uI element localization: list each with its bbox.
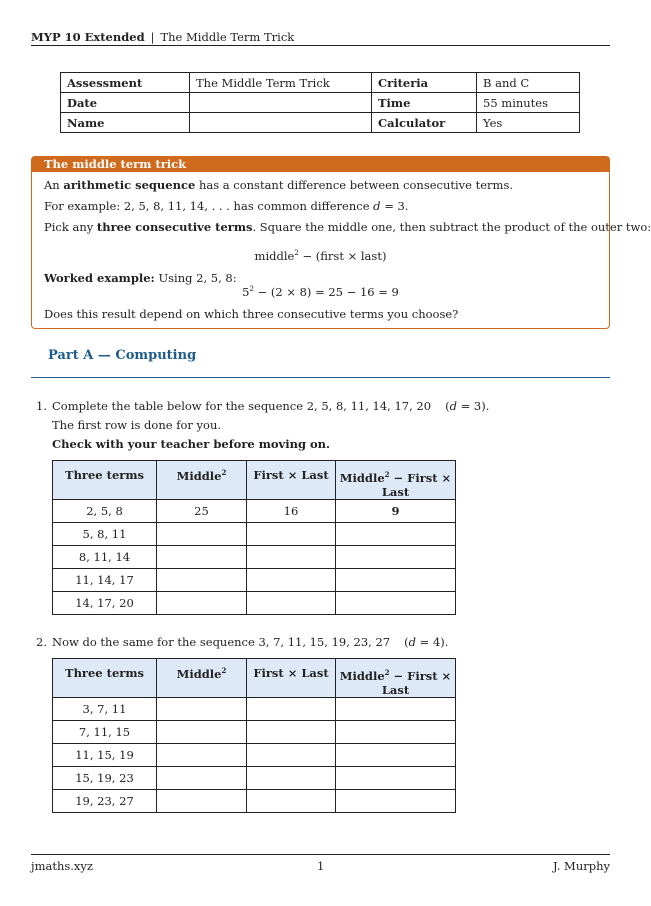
header-three-terms: Three terms (53, 659, 157, 698)
header-first-times-last: First × Last (247, 461, 336, 500)
three-terms-cell: 14, 17, 20 (53, 592, 157, 615)
criteria-value: B and C (477, 73, 580, 93)
sequence-table-1 (52, 460, 456, 615)
assessment-value: The Middle Term Trick (190, 73, 372, 93)
box-line-definition: An arithmetic sequence has a constant difference between consecutive terms. (44, 178, 514, 192)
footer-site: jmaths.xyz (31, 859, 93, 873)
table-row (61, 93, 580, 113)
three-terms-cell: 3, 7, 11 (53, 698, 157, 721)
result-cell: 9 (336, 500, 456, 523)
header-middle-squared: Middle$^2$ (157, 659, 247, 698)
three-terms-cell: 7, 11, 15 (53, 721, 157, 744)
table-header-row (53, 659, 456, 698)
sequence-table-2 (52, 658, 456, 813)
box-worked-equation: $5^2 - (2 \times 8) = 25 - 16 = 9$ (242, 285, 399, 299)
table-row (53, 546, 456, 569)
result-cell[interactable] (336, 592, 456, 615)
result-cell[interactable] (336, 721, 456, 744)
page-header (31, 30, 610, 46)
name-label: Name (61, 113, 190, 133)
criteria-label: Criteria (372, 73, 477, 93)
assessment-info-table (60, 72, 580, 133)
box-title: The middle term trick (32, 157, 609, 172)
calculator-label: Calculator (372, 113, 477, 133)
first-last-cell[interactable] (247, 721, 336, 744)
result-cell[interactable] (336, 523, 456, 546)
table-row (53, 592, 456, 615)
footer-author: J. Murphy (553, 859, 610, 873)
header-difference: Middle$^2$ − First × Last (336, 461, 456, 500)
name-value[interactable] (190, 113, 372, 133)
middle-squared-cell[interactable] (157, 523, 247, 546)
three-terms-cell: 11, 14, 17 (53, 569, 157, 592)
assessment-label: Assessment (61, 73, 190, 93)
header-title: The Middle Term Trick (160, 30, 295, 44)
table-row (53, 500, 456, 523)
box-line-instructions: Pick any three consecutive terms. Square the middle one, then subtract the product of the outer two: (44, 220, 651, 234)
middle-squared-cell[interactable] (157, 592, 247, 615)
calculator-value: Yes (477, 113, 580, 133)
middle-squared-cell[interactable] (157, 569, 247, 592)
header-separator: | (150, 30, 155, 44)
date-label: Date (61, 93, 190, 113)
header-middle-squared: Middle$^2$ (157, 461, 247, 500)
middle-squared-cell[interactable] (157, 790, 247, 813)
table-row (53, 767, 456, 790)
result-cell[interactable] (336, 790, 456, 813)
middle-term-trick-box (31, 156, 651, 329)
table-row (61, 73, 580, 93)
page-footer (31, 854, 610, 873)
box-worked-example: Worked example: Using 2, 5, 8: (44, 271, 237, 285)
header-difference: Middle$^2$ − First × Last (336, 659, 456, 698)
first-last-cell[interactable] (247, 767, 336, 790)
three-terms-cell: 11, 15, 19 (53, 744, 157, 767)
first-last-cell[interactable] (247, 569, 336, 592)
question-1-note: The first row is done for you. (52, 418, 222, 432)
three-terms-cell: 5, 8, 11 (53, 523, 157, 546)
table-row (53, 721, 456, 744)
three-terms-cell: 15, 19, 23 (53, 767, 157, 790)
first-last-cell: 16 (247, 500, 336, 523)
result-cell[interactable] (336, 698, 456, 721)
table-row (53, 569, 456, 592)
result-cell[interactable] (336, 767, 456, 790)
page-number: 1 (317, 859, 325, 873)
first-last-cell[interactable] (247, 790, 336, 813)
question-1-number: 1. (36, 399, 47, 413)
box-question: Does this result depend on which three consecutive terms you choose? (44, 307, 459, 321)
box-line-example: For example: 2, 5, 8, 11, 14, . . . has common difference d = 3. (44, 199, 409, 213)
first-last-cell[interactable] (247, 744, 336, 767)
first-last-cell[interactable] (247, 523, 336, 546)
middle-squared-cell[interactable] (157, 546, 247, 569)
table-row (53, 744, 456, 767)
section-divider (31, 377, 610, 378)
middle-squared-cell[interactable] (157, 744, 247, 767)
box-formula: middle$^2$ − (first × last) (254, 249, 387, 263)
course-name: MYP 10 Extended (31, 30, 145, 44)
first-last-cell[interactable] (247, 698, 336, 721)
header-first-times-last: First × Last (247, 659, 336, 698)
three-terms-cell: 2, 5, 8 (53, 500, 157, 523)
question-2-text: Now do the same for the sequence 3, 7, 11, 15, 19, 23, 27 (d = 4). (52, 635, 449, 649)
table-row (53, 790, 456, 813)
result-cell[interactable] (336, 546, 456, 569)
part-a-heading: Part A — Computing (48, 348, 197, 363)
question-1-check: Check with your teacher before moving on. (52, 437, 331, 451)
table-row (53, 523, 456, 546)
first-last-cell[interactable] (247, 592, 336, 615)
question-2-number: 2. (36, 635, 47, 649)
first-last-cell[interactable] (247, 546, 336, 569)
middle-squared-cell: 25 (157, 500, 247, 523)
result-cell[interactable] (336, 744, 456, 767)
three-terms-cell: 19, 23, 27 (53, 790, 157, 813)
table-header-row (53, 461, 456, 500)
time-label: Time (372, 93, 477, 113)
three-terms-cell: 8, 11, 14 (53, 546, 157, 569)
header-three-terms: Three terms (53, 461, 157, 500)
time-value: 55 minutes (477, 93, 580, 113)
table-row (61, 113, 580, 133)
table-row (53, 698, 456, 721)
result-cell[interactable] (336, 569, 456, 592)
question-1-text: Complete the table below for the sequence 2, 5, 8, 11, 14, 17, 20 (d = 3). (52, 399, 490, 413)
middle-squared-cell[interactable] (157, 698, 247, 721)
middle-squared-cell[interactable] (157, 721, 247, 744)
date-value[interactable] (190, 93, 372, 113)
middle-squared-cell[interactable] (157, 767, 247, 790)
